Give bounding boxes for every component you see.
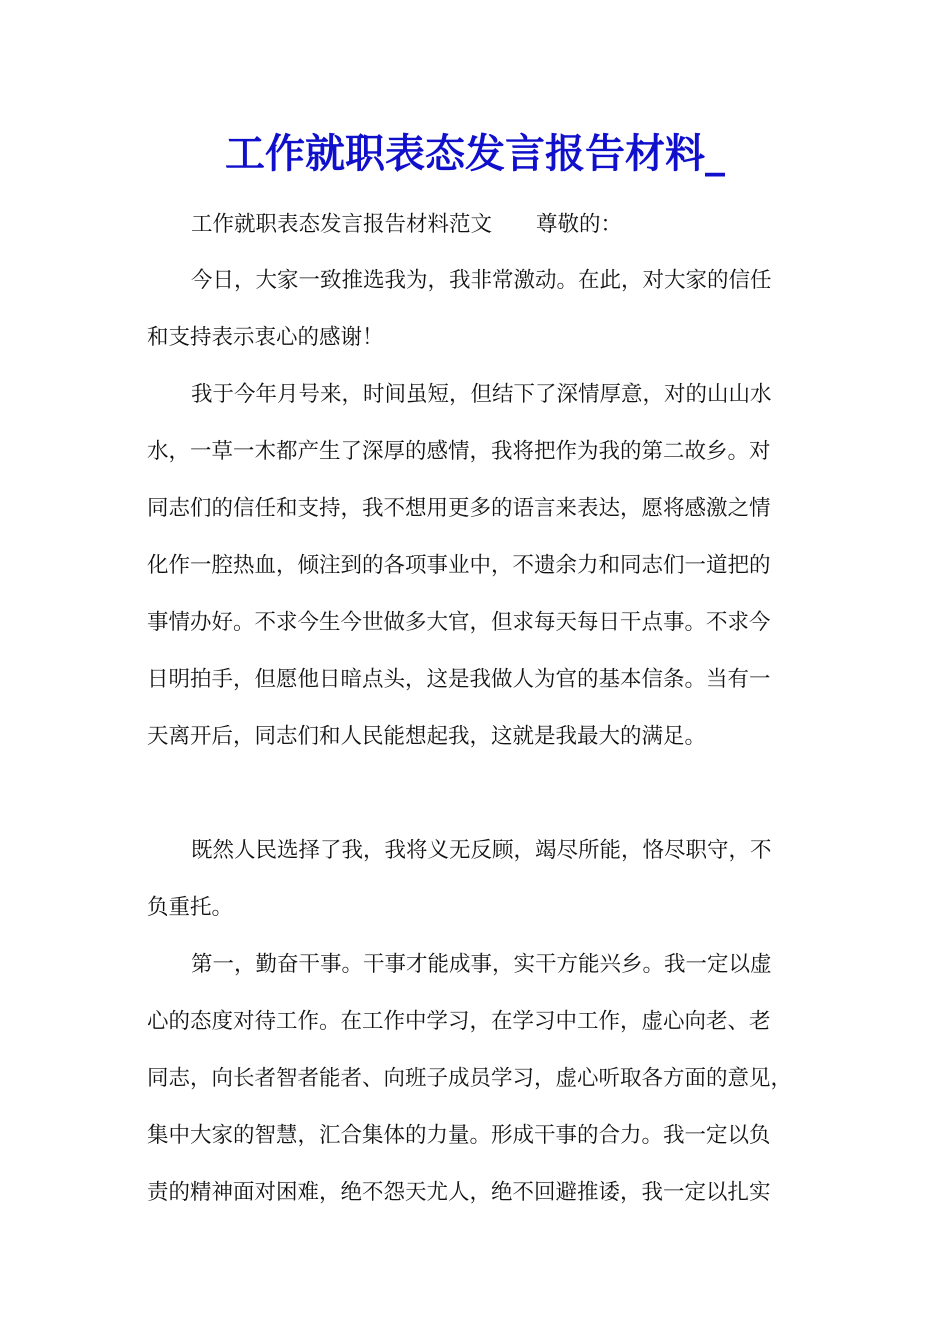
salutation-text: 尊敬的： — [536, 212, 623, 237]
paragraph-line: 责的精神面对困难，绝不怨天尤人，绝不回避推诿，我一定以扎实 — [147, 1180, 771, 1205]
paragraph-line: 今日，大家一致推选我为，我非常激动。在此，对大家的信任 — [191, 268, 772, 293]
document-title: 工作就职表态发言报告材料_ — [225, 130, 725, 177]
paragraph-line: 水，一草一木都产生了深厚的感情，我将把作为我的第二故乡。对 — [147, 439, 771, 464]
paragraph-line: 同志们的信任和支持，我不想用更多的语言来表达，愿将感激之情 — [147, 496, 771, 521]
paragraph-line: 和支持表示衷心的感谢！ — [147, 325, 384, 350]
paragraph-line: 既然人民选择了我，我将义无反顾，竭尽所能，恪尽职守，不 — [191, 838, 772, 863]
paragraph-line: 同志，向长者智者能者、向班子成员学习，虚心听取各方面的意见， — [147, 1066, 793, 1091]
intro-line — [191, 209, 622, 241]
paragraph-line: 天离开后，同志们和人民能想起我，这就是我最大的满足。 — [147, 724, 707, 749]
paragraph-line: 化作一腔热血，倾注到的各项事业中，不遗余力和同志们一道把的 — [147, 553, 771, 578]
paragraph-line: 事情办好。不求今生今世做多大官，但求每天每日干点事。不求今 — [147, 610, 771, 635]
paragraph-line: 日明拍手，但愿他日暗点头，这是我做人为官的基本信条。当有一 — [147, 667, 771, 692]
paragraph-line: 集中大家的智慧，汇合集体的力量。形成干事的合力。我一定以负 — [147, 1123, 771, 1148]
paragraph-line: 负重托。 — [147, 895, 234, 920]
paragraph-line: 我于今年月号来，时间虽短，但结下了深情厚意，对的山山水 — [191, 382, 772, 407]
paragraph-line: 第一，勤奋干事。干事才能成事，实干方能兴乡。我一定以虚 — [191, 952, 772, 977]
intro-text: 工作就职表态发言报告材料范文 — [191, 212, 493, 237]
paragraph-line: 心的态度对待工作。在工作中学习，在学习中工作，虚心向老、老 — [147, 1009, 771, 1034]
